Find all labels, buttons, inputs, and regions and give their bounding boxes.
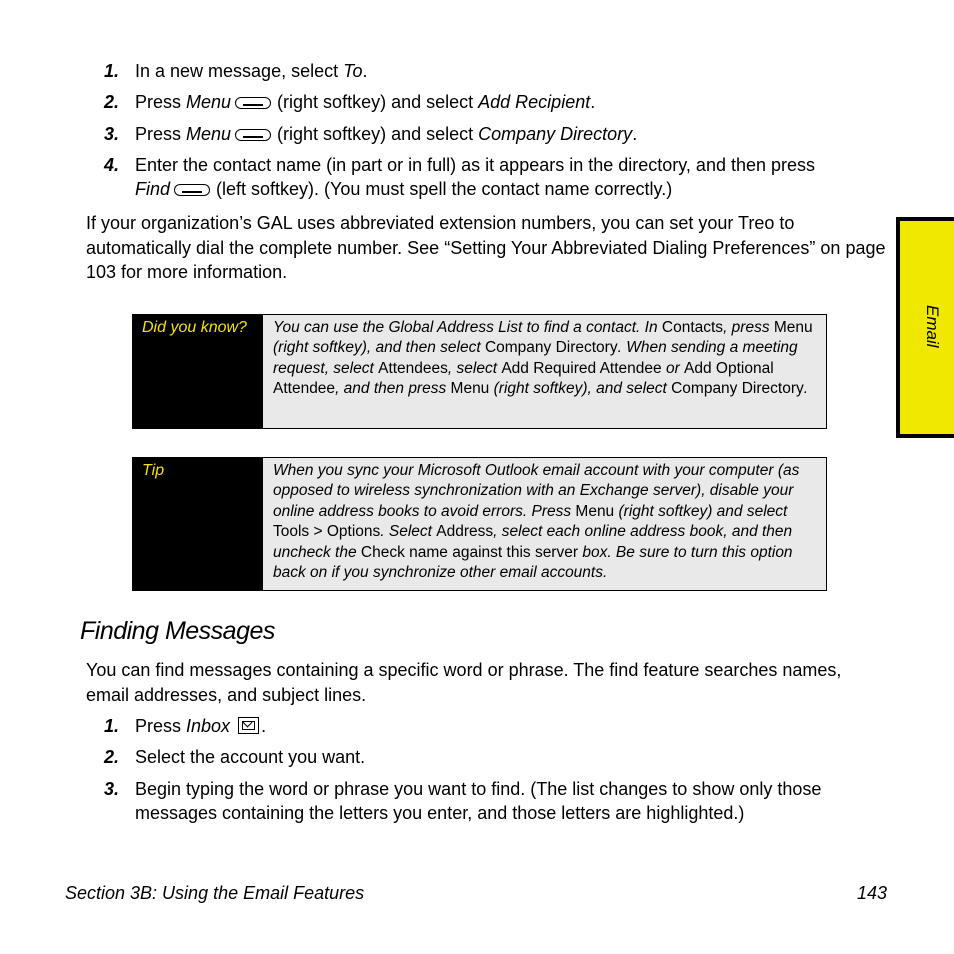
note-text: . xyxy=(803,380,809,398)
footer-section-title: Section 3B: Using the Email Features xyxy=(65,883,365,903)
ui-term: Menu xyxy=(773,319,813,336)
note-text: , select each online address book, and then uncheck the xyxy=(273,523,793,561)
right-softkey-icon xyxy=(235,97,271,109)
note-text: You can use the Global Address List to find a contact. In xyxy=(273,319,662,336)
note-text: . Select xyxy=(380,523,437,541)
step-number: 4. xyxy=(104,155,120,175)
note-text: (right softkey), and then select xyxy=(273,339,485,357)
ui-term: Contacts xyxy=(661,319,724,336)
ui-term: Attendees xyxy=(378,359,448,377)
gal-paragraph: If your organization’s GAL uses abbreviated extension numbers, you can set your Treo to automatically dial the complete number. See “Setting Your Abbreviated Dialing Preferences” on page 103 for more information. xyxy=(86,213,886,282)
ui-term: Company Directory xyxy=(484,339,618,357)
ui-term: Menu xyxy=(450,380,490,398)
note-text: or xyxy=(661,359,685,377)
note-text: , press xyxy=(723,319,774,336)
tip-label: Tip xyxy=(133,458,263,590)
side-tab-label: Email xyxy=(923,305,942,348)
note-text: , select xyxy=(447,359,502,377)
note-text: , and then press xyxy=(335,380,451,398)
step-number: 3. xyxy=(104,124,120,144)
step-number: 1. xyxy=(104,716,120,736)
note-text: When you sync your Microsoft Outlook email account with your computer (as opposed to wireless synchronization with an Exchange server), disable your online address books to avoid errors. Press xyxy=(273,462,800,520)
footer-page-number: 143 xyxy=(857,883,888,903)
did-you-know-label: Did you know? xyxy=(133,315,263,428)
note-text: (right softkey) and select xyxy=(614,502,788,520)
section-side-tab xyxy=(896,217,954,438)
right-softkey-icon xyxy=(235,129,271,141)
step-number: 3. xyxy=(104,779,120,799)
ui-term: Tools > Options xyxy=(273,523,381,541)
did-you-know-content xyxy=(263,315,826,428)
find-paragraph: You can find messages containing a specific word or phrase. The find feature searches names, email addresses, and subject lines. xyxy=(86,660,842,705)
ui-term: Add Required Attendee xyxy=(501,359,662,377)
step-number: 2. xyxy=(104,92,120,112)
left-softkey-icon xyxy=(174,184,210,196)
note-text: (right softkey), and select xyxy=(489,380,672,398)
ui-term: Check name against this server xyxy=(360,543,579,561)
did-you-know-box xyxy=(132,314,827,429)
ui-term: Add Optional Attendee xyxy=(273,359,774,398)
tip-box xyxy=(132,457,827,591)
step-number: 1. xyxy=(104,61,120,81)
note-text: . When sending a meeting request, select xyxy=(273,339,798,377)
note-text: box. Be sure to turn this option back on if you synchronize other email accounts. xyxy=(273,543,793,582)
step-number: 2. xyxy=(104,747,120,767)
ui-term: Company Directory xyxy=(671,380,804,398)
ui-term: Menu xyxy=(575,502,615,520)
inbox-key-icon xyxy=(238,717,259,734)
ui-term: Address xyxy=(436,523,494,541)
section-heading: Finding Messages xyxy=(80,617,275,645)
tip-content xyxy=(263,458,826,590)
